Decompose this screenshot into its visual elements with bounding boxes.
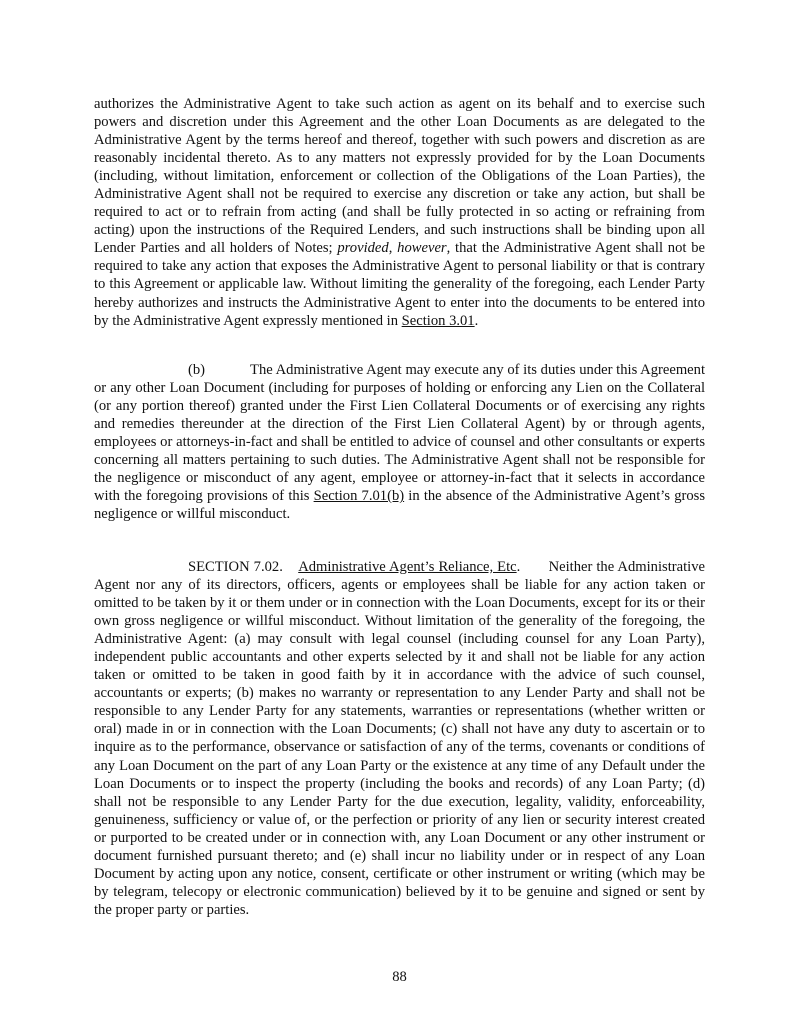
provided-term: provided [337, 240, 389, 257]
paragraph-2-end-text: in the absence of the Administrative Agent’s gross negligence or willful misconduct. [94, 488, 706, 523]
section-7-01b-reference: Section 7.01(b) [313, 488, 405, 505]
section-number: SECTION 7.02. [188, 559, 283, 575]
section-title: Administrative Agent’s Reliance, Etc [298, 559, 517, 575]
however-term: however [397, 240, 447, 257]
page-number: 88 [392, 969, 407, 985]
paragraph-1-continued-text: , that the Administrative Agent shall not be required to take any action that exposes the Administrative Agent to personal liability or that is contrary to this Agreement or applicable law. Without limiting the generality of the foregoing, each Lender Party hereby authorizes and instructs the Administrative Agent to enter into the documents to be entered into by the Administrative Agent expressly mentioned in [94, 240, 706, 329]
paragraph-3-text: Neither the Administrative Agent nor any of its directors, officers, agents or employees shall be liable for any action taken or omitted to be taken by it or them under or in connection with the Loan Documents, except for its or their own gross negligence or willful misconduct. Without limitation of the generality of the foregoing, the Administrative Agent: (a) may consult with legal counsel (including counsel for any Loan Party), independent public accountants and other experts selected by it and shall not be liable for any action taken or omitted to be taken in good faith by it in accordance with the advice of such counsel, accountants or experts; (b) makes no warranty or representation to any Lender Party and shall not be responsible to any Lender Party for any statements, warranties or representations (whether written or oral) made in or in connection with the Loan Documents; (c) shall not have any duty to ascertain or to inquire as to the performance, observance or satisfaction of any of the terms, covenants or conditions of any Loan Document on the part of any Loan Party or the existence at any time of any Default under the Loan Documents or to inspect the property (including the books and records) of any Loan Party; (d) shall not be responsible to any Lender Party for the due execution, legality, validity, enforceability, genuineness, sufficiency or value of, or the perfection or priority of any lien or security interest created or purported to be created under or in connection with, any Loan Document or any other instrument or document furnished pursuant thereto; and (e) shall incur no liability under or in respect of any Loan Document by acting upon any notice, consent, certificate or other instrument or writing (which may be by telegram, telecopy or electronic communication) believed by it to be genuine and signed or sent by the proper party or parties. [94, 559, 705, 918]
paragraph-1-text: authorizes the Administrative Agent to take such action as agent on its behalf and to exercise such powers and discretion under this Agreement and the other Loan Documents as are delegated to the Administrative Agent by the terms hereof and thereof, together with such powers and discretion as are reasonably incidental thereto. As to any matters not expressly provided for by the Loan Documents (including, without limitation, enforcement or collection of the Obligations of the Loan Parties), the Administrative Agent shall not be required to exercise any discretion or take any action, but shall be required to act or to refrain from acting (and shall be fully protected in so acting or refraining from acting) upon the instructions of the Required Lenders, and such instructions shall be binding upon all Lender Parties and all holders of Notes; [94, 96, 705, 257]
paragraph-2-text: The Administrative Agent may execute any of its duties under this Agreement or any other Loan Document (including for purposes of holding or enforcing any Lien on the Collateral (or any portion thereof) granted under the First Lien Collateral Documents or of exercising any rights and remedies thereunder at the direction of the First Lien Collateral Agent) by or through agents, employees or attorneys-in-fact and shall be entitled to advice of counsel and other consultants or experts concerning all matters pertaining to such duties. The Administrative Agent shall not be responsible for the negligence or misconduct of any agent, employee or attorney-in-fact that it selects in accordance with the foregoing provisions of this [94, 362, 705, 505]
period: . [474, 312, 479, 329]
subsection-label: (b) [188, 362, 206, 378]
paragraph-section-7-02 [94, 558, 705, 919]
title-period: . [516, 559, 521, 575]
comma: , [388, 240, 398, 257]
paragraph-subsection-b [94, 361, 705, 523]
section-3-01-reference: Section 3.01 [401, 312, 475, 329]
paragraph-authorization [94, 95, 705, 330]
